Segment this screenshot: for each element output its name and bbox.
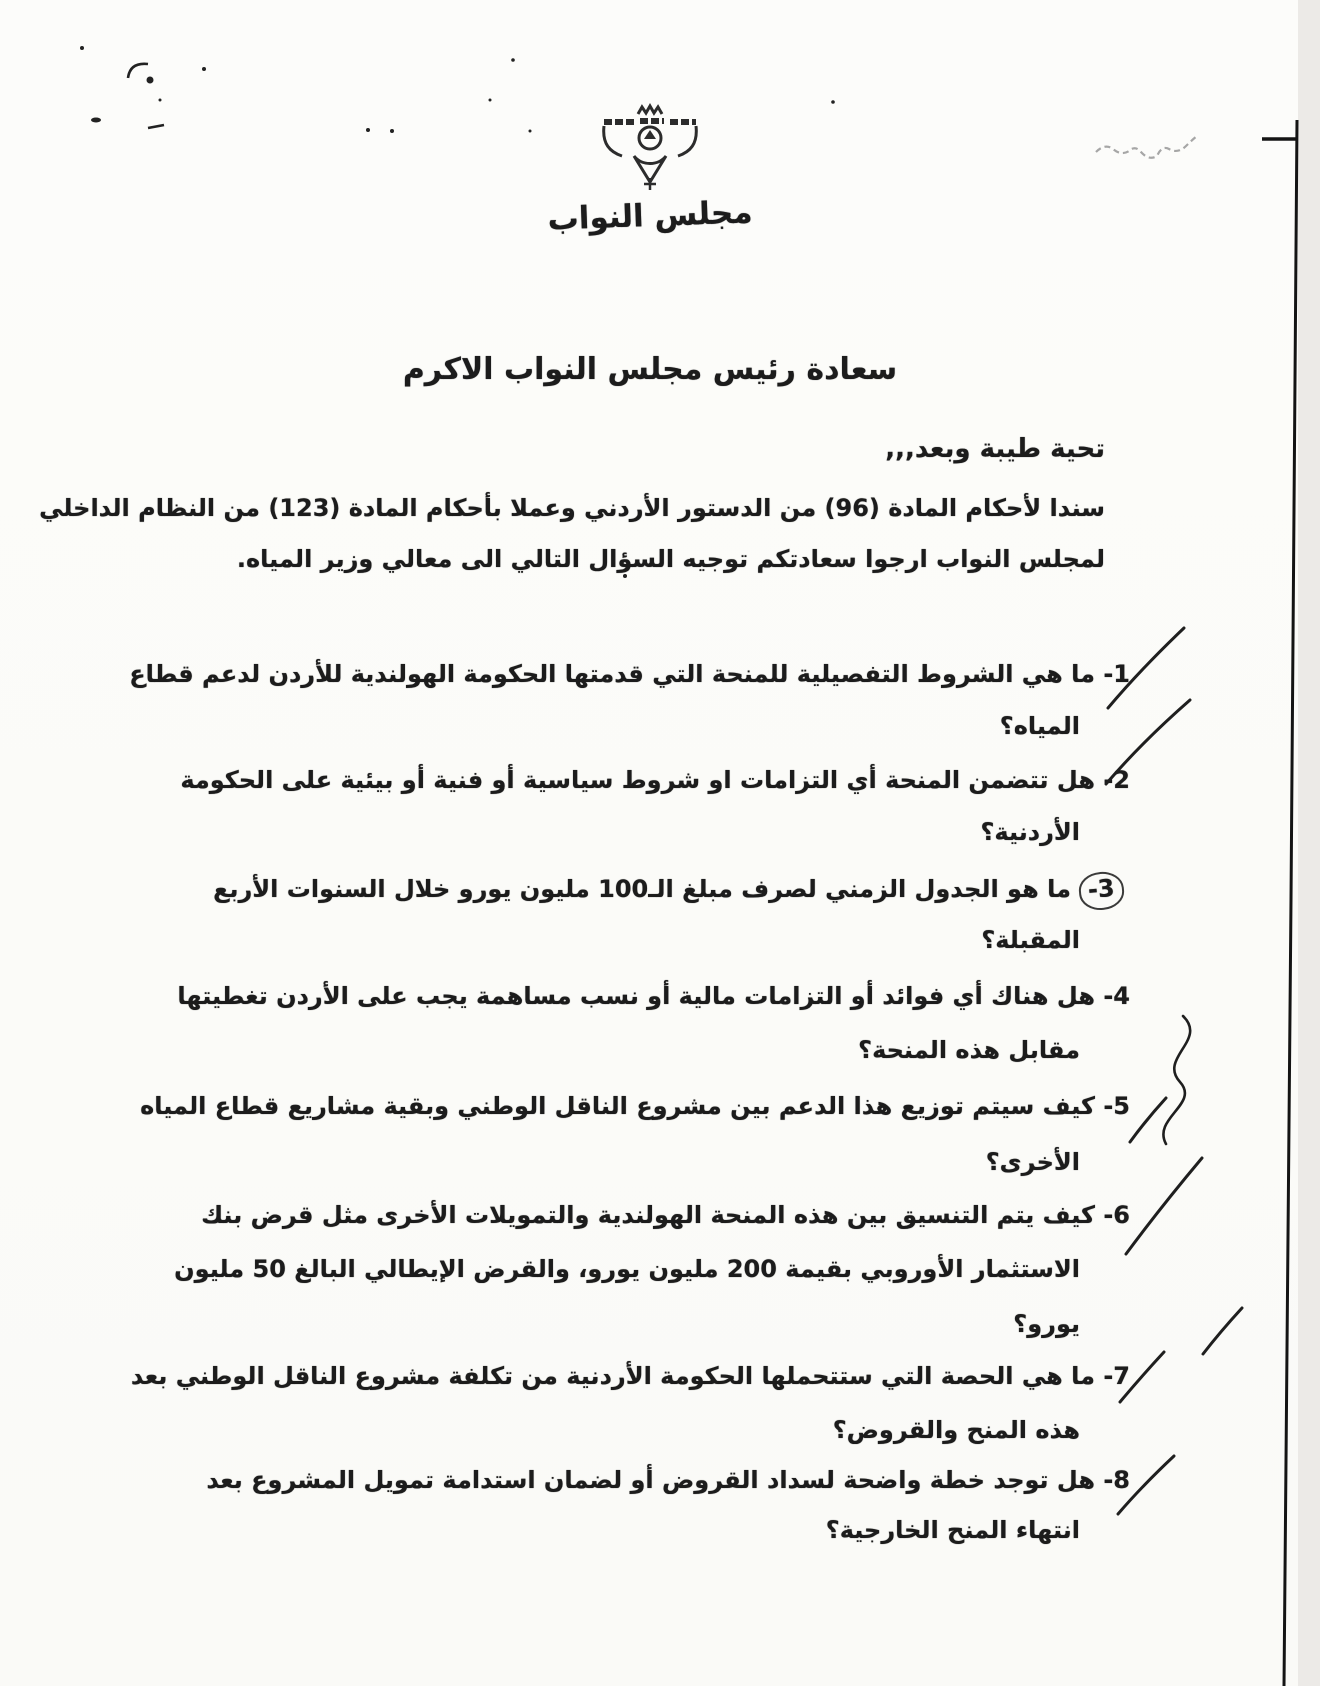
question-4-number: 4- — [1103, 982, 1130, 1010]
question-5-line-2: الأخرى؟ — [985, 1148, 1080, 1176]
question-8-line-2: انتهاء المنح الخارجية؟ — [825, 1516, 1080, 1544]
question-1-number: 1- — [1103, 660, 1130, 688]
emblem-eagle — [644, 130, 656, 139]
question-4-line-2: مقابل هذه المنحة؟ — [858, 1036, 1080, 1064]
checkmark-q5 — [1130, 1098, 1166, 1142]
org-name-calligraphy: مجلس النواب — [546, 194, 754, 238]
question-7-line-1: 7- ما هي الحصة التي ستتحملها الحكومة الأردنية من تكلفة مشروع الناقل الوطني بعد — [130, 1362, 1130, 1390]
question-1-line-1: 1- ما هي الشروط التفصيلية للمنحة التي قدمتها الحكومة الهولندية للأردن لدعم قطاع — [129, 660, 1130, 688]
salutation: تحية طيبة وبعد,,, — [885, 434, 1105, 464]
question-7-line-2: هذه المنح والقروض؟ — [832, 1416, 1080, 1444]
emblem-crown — [638, 106, 662, 114]
brace-mark-q4 — [1163, 1016, 1190, 1144]
question-2-line-2: الأردنية؟ — [980, 818, 1080, 846]
emblem-mantle-right — [678, 126, 696, 156]
question-1-line-2: المياه؟ — [999, 712, 1080, 740]
question-6-line-1: 6- كيف يتم التنسيق بين هذه المنحة الهولندية والتمويلات الأخرى مثل قرض بنك — [201, 1201, 1130, 1229]
question-3-number-circled: 3- — [1078, 870, 1126, 912]
checkmark-q6 — [1126, 1158, 1202, 1254]
question-4-line-1: 4- هل هناك أي فوائد أو التزامات مالية أو نسب مساهمة يجب على الأردن تغطيتها — [177, 982, 1130, 1010]
parliament-emblem — [586, 102, 714, 198]
question-2-line-1: 2- هل تتضمن المنحة أي التزامات او شروط سياسية أو فنية أو بيئية على الحكومة — [180, 766, 1130, 794]
question-5-number: 5- — [1103, 1092, 1130, 1120]
page-edge-strip — [1298, 0, 1320, 1686]
checkmark-q6-end — [1203, 1308, 1242, 1354]
emblem-mantle-left — [604, 126, 622, 156]
question-3-line-2: المقبلة؟ — [981, 926, 1080, 954]
question-6-number: 6- — [1103, 1201, 1130, 1229]
question-6-line-2: الاستثمار الأوروبي بقيمة 200 مليون يورو، والقرض الإيطالي البالغ 50 مليون — [174, 1255, 1080, 1283]
question-8-line-1: 8- هل توجد خطة واضحة لسداد القروض أو لضمان استدامة تمويل المشروع بعد — [206, 1466, 1130, 1494]
page-title: سعادة رئيس مجلس النواب الاكرم — [402, 352, 898, 387]
handwritten-scribble — [1096, 136, 1197, 158]
question-2-number: 2- — [1103, 766, 1130, 794]
intro-line-2: لمجلس النواب ارجوا سعادتكم توجيه السؤال التالي الى معالي وزير المياه. — [236, 545, 1105, 573]
question-8-number: 8- — [1103, 1466, 1130, 1494]
question-3-line-1: 3- ما هو الجدول الزمني لصرف مبلغ الـ100 مليون يورو خلال السنوات الأربع — [213, 872, 1124, 910]
question-5-line-1: 5- كيف سيتم توزيع هذا الدعم بين مشروع الناقل الوطني وبقية مشاريع قطاع المياه — [140, 1092, 1130, 1120]
question-6-line-3: يورو؟ — [1013, 1310, 1080, 1338]
question-7-number: 7- — [1103, 1362, 1130, 1390]
scan-edge-line — [1284, 120, 1297, 1686]
emblem-tassel — [644, 178, 656, 190]
intro-line-1: سندا لأحكام المادة (96) من الدستور الأردني وعملا بأحكام المادة (123) من النظام الداخلي — [39, 494, 1105, 522]
